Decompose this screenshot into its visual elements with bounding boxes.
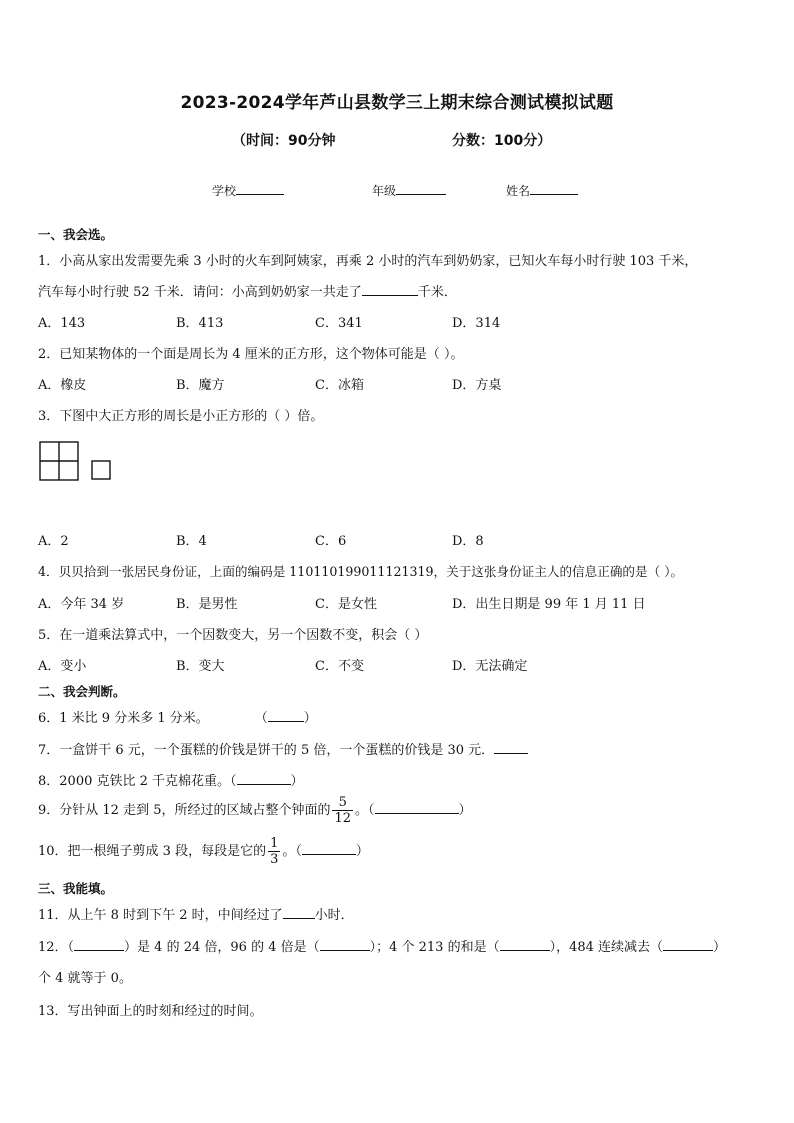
q3-option-c[interactable]: C．6 — [315, 534, 347, 549]
q2-option-d[interactable]: D．方桌 — [452, 378, 502, 393]
question-8-blank[interactable] — [237, 772, 291, 785]
question-7-blank[interactable] — [494, 741, 528, 754]
question-8-paren-close: ） — [290, 774, 304, 789]
question-12-blank-4[interactable] — [663, 938, 713, 951]
question-9-text: 9．分针从 12 走到 5，所经过的区域占整个钟面的 — [38, 803, 331, 818]
question-10-text: 10．把一根绳子剪成 3 段，每段是它的 — [38, 844, 267, 859]
question-11-blank[interactable] — [283, 906, 315, 919]
question-10-denominator: 3 — [270, 852, 279, 867]
question-1-blank[interactable] — [362, 283, 418, 296]
question-1-text: 汽车每小时行驶 52 千米．请问：小高到奶奶家一共走了 — [38, 285, 362, 300]
question-11-unit: 小时． — [314, 908, 354, 923]
question-12-part-4: ），484 连续减去（ — [549, 940, 664, 955]
q3-option-a[interactable]: A．2 — [38, 534, 69, 549]
question-10-after: 。（ — [282, 844, 302, 859]
q2-option-c[interactable]: C．冰箱 — [315, 378, 364, 393]
question-8 — [38, 770, 304, 789]
question-8-text: 8．2000 克铁比 2 千克棉花重。（ — [38, 774, 237, 789]
square-figure — [38, 440, 118, 484]
question-12-blank-3[interactable] — [500, 938, 550, 951]
question-9-paren-close: ） — [458, 803, 472, 818]
question-7 — [38, 739, 528, 758]
q3-option-b[interactable]: B．4 — [176, 534, 207, 549]
q2-option-a[interactable]: A．橡皮 — [38, 378, 87, 393]
q1-option-b[interactable]: B．413 — [176, 316, 224, 331]
question-4: 4．贝贝拾到一张居民身份证，上面的编码是 110110199011121319，关于这张身份证主人的信息正确的是（ ）。 — [38, 564, 684, 579]
question-9 — [38, 795, 472, 826]
question-12-blank-2[interactable] — [320, 938, 370, 951]
section-heading-judge: 二、我会判断。 — [38, 684, 126, 699]
q1-option-c[interactable]: C．341 — [315, 316, 363, 331]
question-9-numerator: 5 — [332, 795, 353, 811]
question-9-blank[interactable] — [375, 801, 459, 814]
school-blank[interactable] — [236, 182, 284, 195]
question-12-part-1: 12．（ — [38, 940, 75, 955]
section-heading-choice: 一、我会选。 — [38, 227, 114, 242]
q2-option-b[interactable]: B．魔方 — [176, 378, 225, 393]
q5-option-b[interactable]: B．变大 — [176, 659, 225, 674]
question-9-fraction — [332, 795, 353, 826]
name-field[interactable] — [506, 182, 578, 199]
question-7-text: 7．一盒饼干 6 元，一个蛋糕的价钱是饼干的 5 倍，一个蛋糕的价钱是 30 元． — [38, 743, 495, 758]
question-6 — [38, 707, 317, 726]
question-12-part-3: ）；4 个 213 的和是（ — [369, 940, 500, 955]
school-label: 学校 — [212, 184, 237, 198]
question-9-after: 。（ — [355, 803, 375, 818]
grade-blank[interactable] — [396, 182, 446, 195]
section-heading-fill: 三、我能填。 — [38, 881, 114, 896]
question-9-denominator: 12 — [334, 811, 352, 826]
q1-option-d[interactable]: D．314 — [452, 316, 501, 331]
question-12-blank-1[interactable] — [74, 938, 124, 951]
question-10 — [38, 836, 369, 867]
exam-time: （时间：90分钟 — [232, 133, 336, 149]
grade-field[interactable] — [372, 182, 446, 199]
question-10-blank[interactable] — [302, 842, 356, 855]
q1-option-a[interactable]: A．143 — [38, 316, 86, 331]
question-11-text: 11．从上午 8 时到下午 2 时，中间经过了 — [38, 908, 283, 923]
question-13: 13．写出钟面上的时刻和经过的时间。 — [38, 1004, 263, 1019]
name-blank[interactable] — [530, 182, 578, 195]
question-10-paren-close: ） — [355, 844, 369, 859]
question-1-line1: 1．小高从家出发需要先乘 3 小时的火车到阿姨家，再乘 2 小时的汽车到奶奶家，已知火车每小时行驶 103 千米， — [38, 254, 698, 269]
question-10-fraction — [268, 836, 280, 867]
question-6-paren-close: ） — [303, 711, 317, 726]
question-11 — [38, 904, 354, 923]
small-square — [92, 461, 110, 479]
q3-option-d[interactable]: D．8 — [452, 534, 484, 549]
question-5: 5．在一道乘法算式中，一个因数变大，另一个因数不变，积会（ ） — [38, 628, 428, 643]
question-12-part-2: ）是 4 的 24 倍，96 的 4 倍是（ — [124, 940, 320, 955]
question-6-blank[interactable] — [268, 709, 304, 722]
page-title: 2023-2024学年芦山县数学三上期末综合测试模拟试题 — [180, 93, 614, 113]
q5-option-a[interactable]: A．变小 — [38, 659, 87, 674]
q4-option-b[interactable]: B．是男性 — [176, 597, 238, 612]
question-1-unit: 千米． — [417, 285, 457, 300]
question-6-text: 6．1 米比 9 分米多 1 分米。 — [38, 711, 209, 726]
school-field[interactable] — [212, 182, 284, 199]
question-12 — [38, 936, 726, 955]
q4-option-d[interactable]: D．出生日期是 99 年 1 月 11 日 — [452, 597, 646, 612]
question-2: 2．已知某物体的一个面是周长为 4 厘米的正方形，这个物体可能是（ ）。 — [38, 347, 464, 362]
question-1-line2 — [38, 281, 457, 300]
q4-option-c[interactable]: C．是女性 — [315, 597, 377, 612]
question-3: 3．下图中大正方形的周长是小正方形的（ ）倍。 — [38, 409, 324, 424]
question-12-line2: 个 4 就等于 0。 — [38, 971, 132, 986]
q4-option-a[interactable]: A．今年 34 岁 — [38, 597, 125, 612]
question-12-part-5: ） — [713, 940, 727, 955]
grade-label: 年级 — [372, 184, 397, 198]
question-10-numerator: 1 — [270, 836, 279, 851]
q5-option-c[interactable]: C．不变 — [315, 659, 364, 674]
name-label: 姓名 — [506, 184, 531, 198]
q5-option-d[interactable]: D．无法确定 — [452, 659, 528, 674]
question-6-paren-open: （ — [254, 711, 268, 726]
exam-score: 分数：100分） — [452, 133, 552, 149]
